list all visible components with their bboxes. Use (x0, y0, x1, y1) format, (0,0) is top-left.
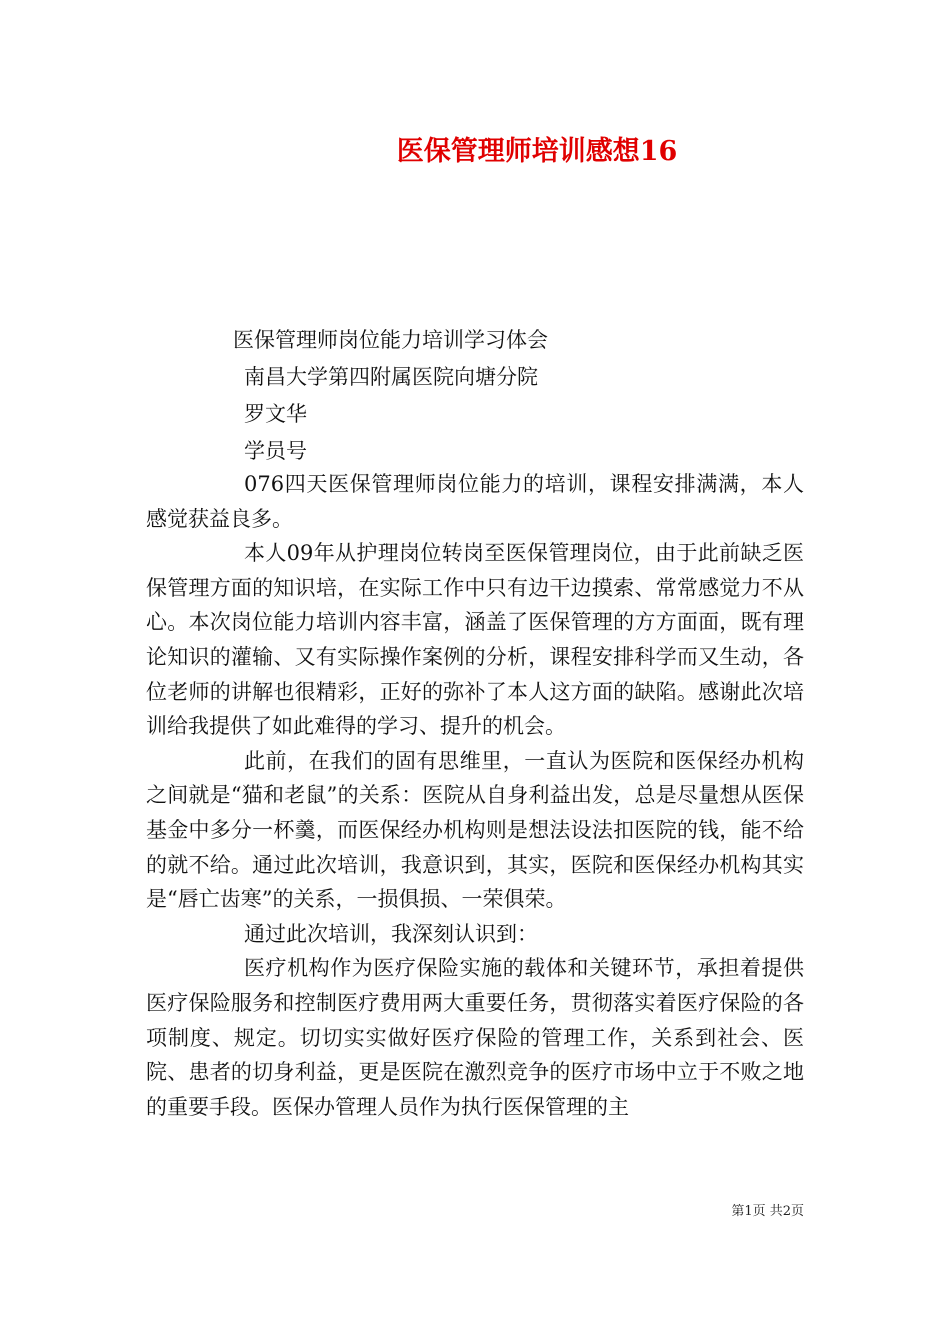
body-paragraph: 通过此次培训，我深刻认识到： (244, 921, 538, 946)
body-paragraph: 医疗机构作为医疗保险实施的载体和关键环节，承担着提供医疗保险服务和控制医疗费用两大重要任务，贯彻落实着医疗保险的各项制度、规定。切切实实做好医疗保险的管理工作，关系到社会、医院、患者的切身利益，更是医院在激烈竞争的医疗市场中立于不败之地的重要手段。医保办管理人员作为执行医保管理的主 (146, 956, 804, 1119)
document-title: 医保管理师培训感想16 (396, 136, 678, 167)
affiliation-line: 南昌大学第四附属医院向塘分院 (244, 365, 538, 389)
body-paragraph: 本人09年从护理岗位转岗至医保管理岗位，由于此前缺乏医保管理方面的知识培，在实际工作中只有边干边摸索、常常感觉力不从心。本次岗位能力培训内容丰富，涵盖了医保管理的方方面面，既有理论知识的灌输、又有实际操作案例的分析，课程安排科学而又生动，各位老师的讲解也很精彩，正好的弥补了本人这方面的缺陷。感谢此次培训给我提供了如此难得的学习、提升的机会。 (146, 541, 804, 739)
body-paragraph: 此前，在我们的固有思维里，一直认为医院和医保经办机构之间就是“猫和老鼠”的关系：医院从自身利益出发，总是尽量想从医保基金中多分一杯羹，而医保经办机构则是想法设法扣医院的钱，能不给的就不给。通过此次培训，我意识到，其实，医院和医保经办机构其实是“唇亡齿寒”的关系，一损俱损、一荣俱荣。 (146, 748, 804, 912)
page-footer: 第1页 共2页 (731, 1204, 804, 1219)
section-heading: 医保管理师岗位能力培训学习体会 (233, 328, 548, 352)
author-line: 罗文华 (244, 402, 307, 426)
body-paragraph: 076四天医保管理师岗位能力的培训，课程安排满满，本人感觉获益良多。 (146, 472, 804, 531)
document-body (146, 467, 804, 1124)
student-id-label: 学员号 (244, 439, 307, 463)
